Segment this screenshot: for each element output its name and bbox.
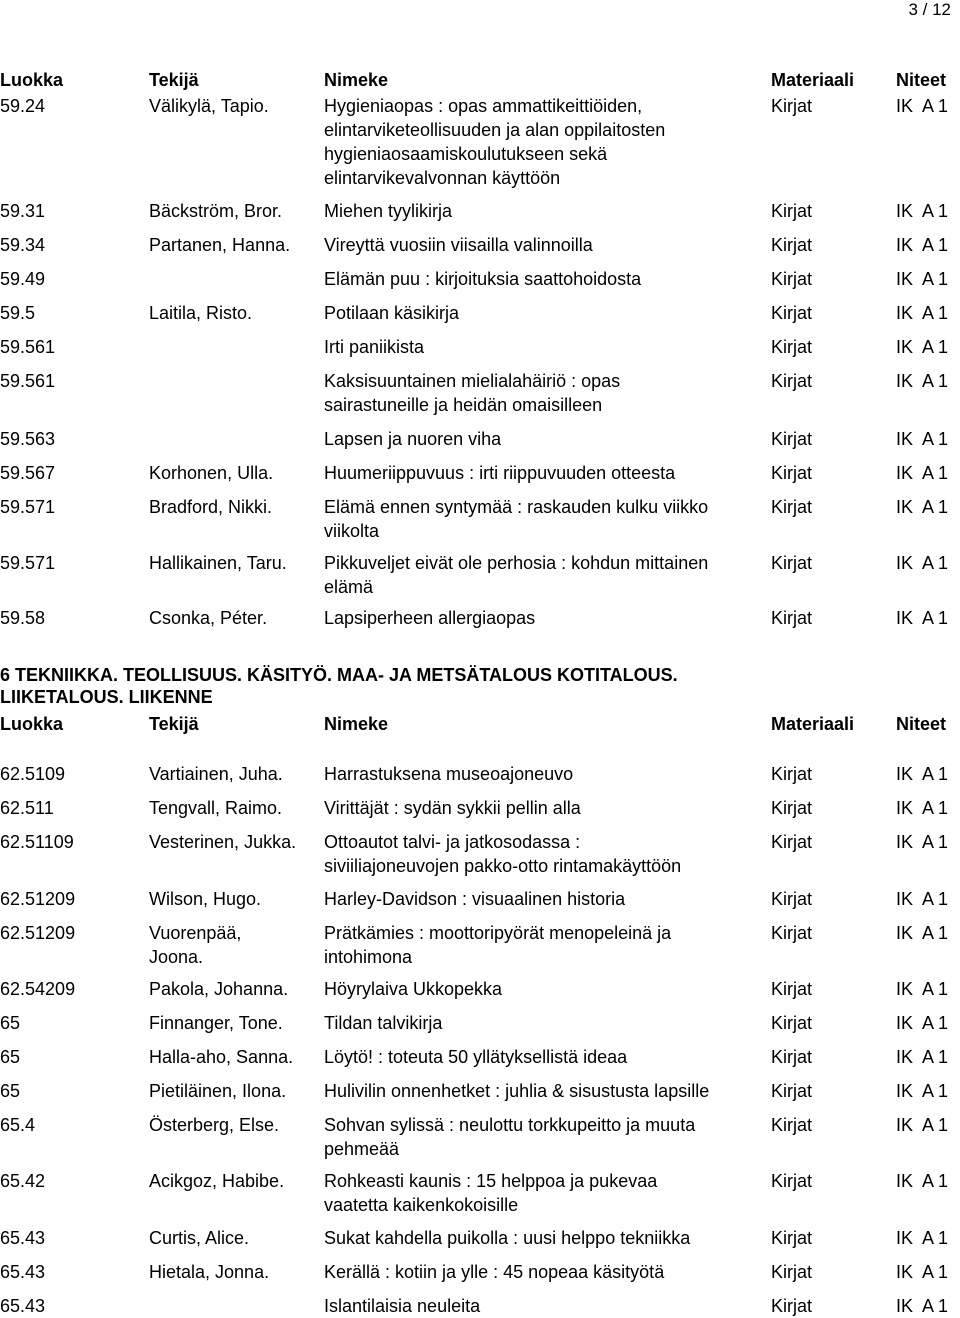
cell-materiaali: Kirjat	[771, 889, 813, 909]
header-tekija: Tekijä	[149, 70, 199, 90]
cell-materiaali: Kirjat	[771, 553, 813, 573]
cell-materiaali: Kirjat	[771, 1171, 813, 1191]
nimeke-line: Lapsen ja nuoren viha	[324, 429, 502, 449]
section-title-line-2: LIIKETALOUS. LIIKENNE	[0, 687, 213, 707]
cell-nimeke	[324, 887, 625, 911]
cell-tekija: Acikgoz, Habibe.	[149, 1171, 285, 1191]
cell-luokka: 62.51209	[0, 889, 76, 909]
cell-luokka: 59.561	[0, 371, 56, 391]
cell-luokka: 62.51109	[0, 832, 74, 852]
cell-nimeke	[324, 1079, 709, 1103]
nimeke-line: Kerällä : kotiin ja ylle : 45 nopeaa käsityötä	[324, 1262, 665, 1282]
header-nimeke: Nimeke	[324, 70, 389, 90]
header-tekija: Tekijä	[149, 714, 199, 734]
cell-luokka: 65.43	[0, 1228, 46, 1248]
cell-niteet: IK A 1	[896, 235, 949, 255]
cell-luokka: 59.571	[0, 553, 56, 573]
nimeke-line: Vireyttä vuosiin viisailla valinnoilla	[324, 235, 593, 255]
cell-nimeke	[324, 796, 581, 820]
nimeke-line: Ottoautot talvi- ja jatkosodassa :	[324, 832, 581, 852]
nimeke-line: Hulivilin onnenhetket : juhlia & sisustusta lapsille	[324, 1081, 710, 1101]
nimeke-line: Islantilaisia neuleita	[324, 1296, 481, 1316]
cell-luokka: 59.563	[0, 429, 56, 449]
cell-niteet: IK A 1	[896, 1013, 949, 1033]
nimeke-line: Huumeriippuvuus : irti riippuvuuden otteesta	[324, 463, 676, 483]
cell-luokka: 65.43	[0, 1296, 46, 1316]
cell-materiaali: Kirjat	[771, 798, 813, 818]
cell-nimeke	[324, 427, 501, 451]
cell-luokka: 59.34	[0, 235, 46, 255]
cell-luokka: 62.51209	[0, 923, 76, 943]
cell-materiaali: Kirjat	[771, 608, 813, 628]
nimeke-line: Tildan talvikirja	[324, 1013, 443, 1033]
cell-luokka: 59.567	[0, 463, 56, 483]
header-materiaali: Materiaali	[771, 70, 855, 90]
cell-niteet: IK A 1	[896, 553, 949, 573]
cell-nimeke	[324, 199, 452, 223]
header-niteet: Niteet	[896, 714, 947, 734]
nimeke-line: intohimona	[324, 947, 413, 967]
cell-nimeke	[324, 1169, 657, 1217]
cell-tekija: Finnanger, Tone.	[149, 1013, 283, 1033]
cell-tekija: Partanen, Hanna.	[149, 235, 291, 255]
cell-niteet: IK A 1	[896, 764, 949, 784]
cell-nimeke	[324, 1011, 442, 1035]
cell-nimeke	[324, 233, 593, 257]
cell-materiaali: Kirjat	[771, 235, 813, 255]
cell-niteet: IK A 1	[896, 979, 949, 999]
cell-luokka: 59.58	[0, 608, 46, 628]
cell-materiaali: Kirjat	[771, 201, 813, 221]
cell-nimeke	[324, 1294, 480, 1318]
cell-niteet: IK A 1	[896, 303, 949, 323]
cell-luokka: 62.54209	[0, 979, 76, 999]
cell-nimeke	[324, 495, 708, 543]
nimeke-line: elintarviketeollisuuden ja alan oppilaitosten	[324, 120, 666, 140]
nimeke-line: Harley-Davidson : visuaalinen historia	[324, 889, 626, 909]
cell-tekija: Laitila, Risto.	[149, 303, 253, 323]
cell-luokka: 62.511	[0, 798, 54, 818]
cell-nimeke	[324, 977, 502, 1001]
cell-tekija: Vesterinen, Jukka.	[149, 832, 297, 852]
cell-luokka: 59.31	[0, 201, 46, 221]
cell-luokka: 65.43	[0, 1262, 46, 1282]
cell-tekija: Hietala, Jonna.	[149, 1262, 270, 1282]
header-nimeke: Nimeke	[324, 714, 389, 734]
cell-tekija: Tengvall, Raimo.	[149, 798, 283, 818]
cell-tekija: Halla-aho, Sanna.	[149, 1047, 294, 1067]
cell-nimeke	[324, 369, 620, 417]
cell-tekija: Wilson, Hugo.	[149, 889, 262, 909]
nimeke-line: Elämän puu : kirjoituksia saattohoidosta	[324, 269, 642, 289]
cell-materiaali: Kirjat	[771, 429, 813, 449]
cell-nimeke	[324, 301, 459, 325]
nimeke-line: pehmeää	[324, 1139, 400, 1159]
cell-luokka: 59.571	[0, 497, 56, 517]
cell-materiaali: Kirjat	[771, 497, 813, 517]
cell-niteet: IK A 1	[896, 889, 949, 909]
cell-materiaali: Kirjat	[771, 96, 813, 116]
section-title	[0, 664, 960, 708]
cell-luokka: 59.24	[0, 96, 46, 116]
nimeke-line: elämä	[324, 577, 374, 597]
cell-nimeke	[324, 606, 535, 630]
cell-materiaali: Kirjat	[771, 979, 813, 999]
cell-materiaali: Kirjat	[771, 764, 813, 784]
cell-niteet: IK A 1	[896, 1171, 949, 1191]
nimeke-line: hygieniaosaamiskoulutukseen sekä	[324, 144, 608, 164]
cell-luokka: 65	[0, 1013, 21, 1033]
cell-tekija: Vartiainen, Juha.	[149, 764, 283, 784]
cell-niteet: IK A 1	[896, 832, 949, 852]
cell-materiaali: Kirjat	[771, 1047, 813, 1067]
cell-niteet: IK A 1	[896, 371, 949, 391]
nimeke-line: viikolta	[324, 521, 380, 541]
nimeke-line: siviiliajoneuvojen pakko-otto rintamakäyttöön	[324, 856, 682, 876]
nimeke-line: Pikkuveljet eivät ole perhosia : kohdun mittainen	[324, 553, 709, 573]
cell-materiaali: Kirjat	[771, 463, 813, 483]
cell-materiaali: Kirjat	[771, 337, 813, 357]
cell-materiaali: Kirjat	[771, 1115, 813, 1135]
cell-nimeke	[324, 335, 424, 359]
cell-nimeke	[324, 1045, 627, 1069]
cell-tekija: Österberg, Else.	[149, 1115, 280, 1135]
cell-niteet: IK A 1	[896, 1296, 949, 1316]
cell-nimeke	[324, 921, 671, 969]
cell-nimeke	[324, 1113, 695, 1161]
cell-nimeke	[324, 762, 573, 786]
cell-nimeke	[324, 551, 708, 599]
nimeke-line: Rohkeasti kaunis : 15 helppoa ja pukevaa	[324, 1171, 658, 1191]
nimeke-line: Kaksisuuntainen mielialahäiriö : opas	[324, 371, 621, 391]
cell-niteet: IK A 1	[896, 1081, 949, 1101]
nimeke-line: Prätkämies : moottoripyörät menopeleinä ja	[324, 923, 672, 943]
cell-materiaali: Kirjat	[771, 923, 813, 943]
cell-tekija: Csonka, Péter.	[149, 608, 268, 628]
cell-materiaali: Kirjat	[771, 832, 813, 852]
cell-tekija: Bradford, Nikki.	[149, 497, 273, 517]
nimeke-line: Miehen tyylikirja	[324, 201, 453, 221]
cell-luokka: 65	[0, 1081, 21, 1101]
header-luokka: Luokka	[0, 70, 64, 90]
nimeke-line: Sukat kahdella puikolla : uusi helppo tekniikka	[324, 1228, 691, 1248]
cell-niteet: IK A 1	[896, 201, 949, 221]
cell-niteet: IK A 1	[896, 798, 949, 818]
cell-materiaali: Kirjat	[771, 269, 813, 289]
nimeke-line: Irti paniikista	[324, 337, 425, 357]
cell-nimeke	[324, 267, 641, 291]
cell-nimeke	[324, 1260, 664, 1284]
cell-luokka: 59.5	[0, 303, 36, 323]
nimeke-line: Hygieniaopas : opas ammattikeittiöiden,	[324, 96, 643, 116]
cell-materiaali: Kirjat	[771, 371, 813, 391]
cell-niteet: IK A 1	[896, 269, 949, 289]
cell-tekija: Pakola, Johanna.	[149, 979, 289, 999]
header-niteet: Niteet	[896, 70, 947, 90]
cell-tekija: Korhonen, Ulla.	[149, 463, 274, 483]
cell-tekija: Bäckström, Bror.	[149, 201, 283, 221]
cell-niteet: IK A 1	[896, 497, 949, 517]
cell-niteet: IK A 1	[896, 923, 949, 943]
nimeke-line: sairastuneille ja heidän omaisilleen	[324, 395, 603, 415]
cell-materiaali: Kirjat	[771, 303, 813, 323]
cell-materiaali: Kirjat	[771, 1013, 813, 1033]
cell-tekija: Curtis, Alice.	[149, 1228, 250, 1248]
cell-niteet: IK A 1	[896, 608, 949, 628]
cell-niteet: IK A 1	[896, 96, 949, 116]
cell-tekija: Hallikainen, Taru.	[149, 553, 287, 573]
cell-nimeke	[324, 1226, 690, 1250]
cell-luokka: 59.49	[0, 269, 46, 289]
page-number: 3 / 12	[908, 0, 951, 19]
nimeke-line: Potilaan käsikirja	[324, 303, 460, 323]
cell-niteet: IK A 1	[896, 1047, 949, 1067]
nimeke-line: Höyrylaiva Ukkopekka	[324, 979, 503, 999]
cell-materiaali: Kirjat	[771, 1228, 813, 1248]
cell-tekija: Välikylä, Tapio.	[149, 96, 269, 116]
header-luokka: Luokka	[0, 714, 64, 734]
header-materiaali: Materiaali	[771, 714, 855, 734]
nimeke-line: Lapsiperheen allergiaopas	[324, 608, 536, 628]
cell-niteet: IK A 1	[896, 463, 949, 483]
cell-niteet: IK A 1	[896, 1228, 949, 1248]
cell-niteet: IK A 1	[896, 429, 949, 449]
nimeke-line: Virittäjät : sydän sykkii pellin alla	[324, 798, 581, 818]
cell-niteet: IK A 1	[896, 337, 949, 357]
section-title-line-1: 6 TEKNIIKKA. TEOLLISUUS. KÄSITYÖ. MAA- JA METSÄTALOUS KOTITALOUS.	[0, 665, 678, 685]
cell-materiaali: Kirjat	[771, 1296, 813, 1316]
cell-nimeke	[324, 830, 681, 878]
nimeke-line: Sohvan sylissä : neulottu torkkupeitto ja muuta	[324, 1115, 696, 1135]
cell-nimeke	[324, 94, 665, 190]
cell-luokka: 65	[0, 1047, 21, 1067]
cell-niteet: IK A 1	[896, 1262, 949, 1282]
nimeke-line: vaatetta kaikenkokoisille	[324, 1195, 519, 1215]
cell-materiaali: Kirjat	[771, 1081, 813, 1101]
nimeke-line: elintarvikevalvonnan käyttöön	[324, 168, 561, 188]
cell-luokka: 59.561	[0, 337, 56, 357]
nimeke-line: Elämä ennen syntymää : raskauden kulku viikko	[324, 497, 709, 517]
cell-tekija: Vuorenpää, Joona.	[149, 923, 242, 967]
cell-tekija: Pietiläinen, Ilona.	[149, 1081, 287, 1101]
cell-nimeke	[324, 461, 675, 485]
cell-luokka: 62.5109	[0, 764, 66, 784]
cell-luokka: 65.4	[0, 1115, 36, 1135]
cell-niteet: IK A 1	[896, 1115, 949, 1135]
nimeke-line: Harrastuksena museoajoneuvo	[324, 764, 574, 784]
nimeke-line: Löytö! : toteuta 50 yllätyksellistä ideaa	[324, 1047, 628, 1067]
cell-luokka: 65.42	[0, 1171, 46, 1191]
cell-materiaali: Kirjat	[771, 1262, 813, 1282]
